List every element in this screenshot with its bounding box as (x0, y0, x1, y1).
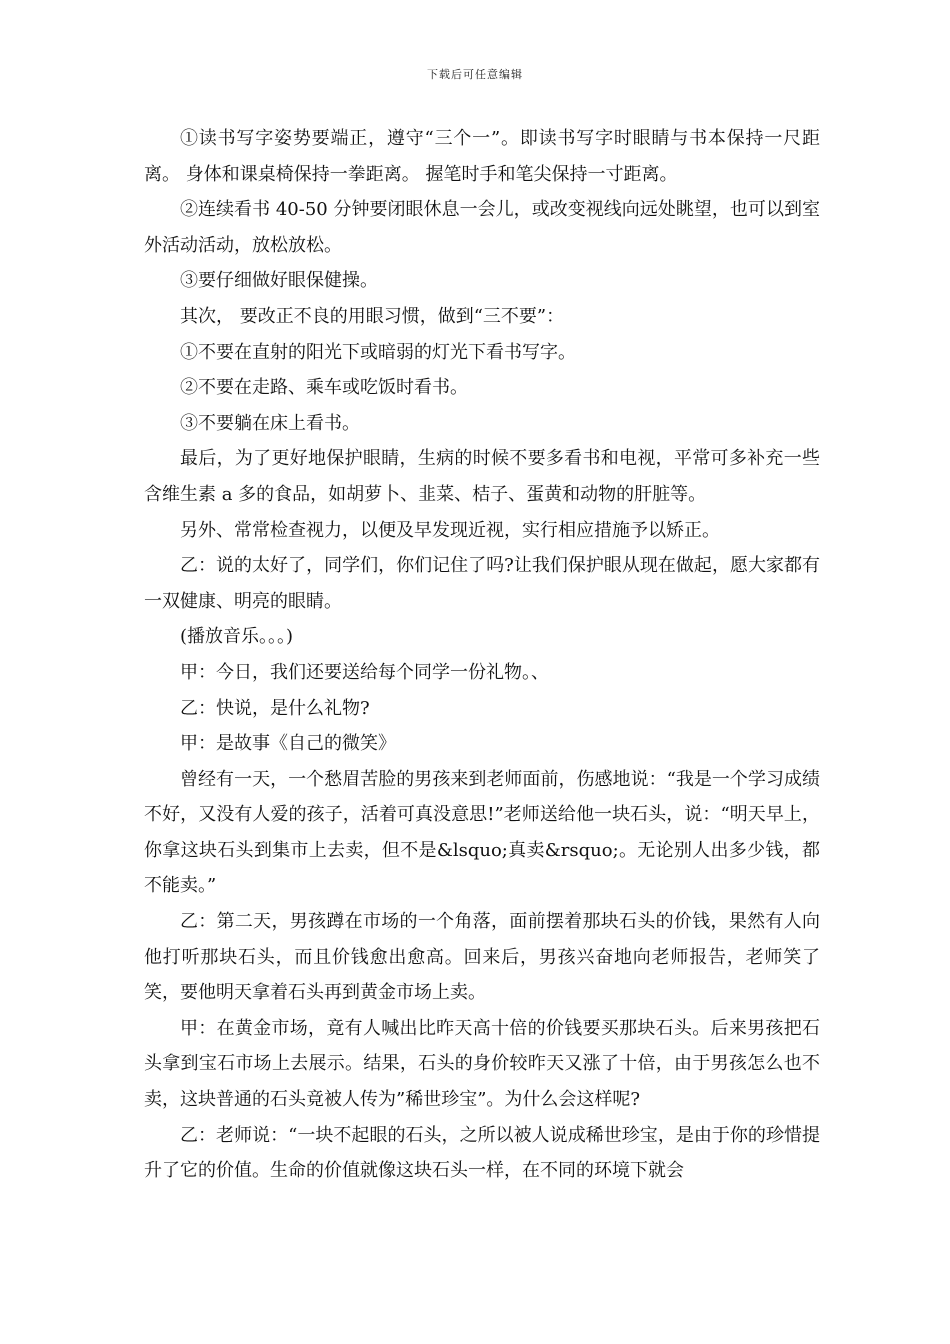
paragraph-play-music: (播放音乐。。。) (180, 626, 294, 648)
document-body (144, 121, 820, 1189)
paragraph-dont-sunlight: ①不要在直射的阳光下或暗弱的灯光下看书写字。 (180, 341, 576, 363)
paragraph-dont-walking: ②不要在走路、乘车或吃饭时看书。 (180, 377, 468, 399)
paragraph-eye-exercise: ③要仔细做好眼保健操。 (180, 270, 378, 292)
page-header-note: 下载后可任意编辑 (427, 68, 523, 81)
paragraph-story-teacher: 乙：老师说：“一块不起眼的石头，之所以被人说成稀世珍宝，是由于你的珍惜提升了它的价值。生命的价值就像这块石头一样，在不同的环境下就会 (144, 1124, 820, 1182)
paragraph-story-gold-market: 甲：在黄金市场，竟有人喊出比昨天高十倍的价钱要买那块石头。后来男孩把石头拿到宝石市场上去展示。结果，石头的身价较昨天又涨了十倍，由于男孩怎么也不卖，这块普通的石头竟被人传为”稀世珍宝”。为什么会这样呢? (144, 1017, 820, 1111)
paragraph-yi-summary: 乙：说的太好了，同学们，你们记住了吗?让我们保护眼从现在做起，愿大家都有一双健康、明亮的眼睛。 (144, 555, 820, 612)
paragraph-jia-gift: 甲：今日，我们还要送给每个同学一份礼物。、 (180, 661, 549, 683)
paragraph-story-start: 曾经有一天，一个愁眉苦脸的男孩来到老师面前，伤感地说：“我是一个学习成绩不好，又没有人爱的孩子，活着可真没意思!”老师送给他一块石头，说：“明天早上，你拿这块石头到集市上去卖，但不是&lsquo;真卖&rsquo;。无论别人出多少钱，都不能卖。” (144, 768, 820, 897)
paragraph-three-donts: 其次， 要改正不良的用眼习惯，做到“三不要”： (180, 305, 565, 327)
paragraph-story-market: 乙：第二天，男孩蹲在市场的一个角落，面前摆着那块石头的价钱，果然有人向他打听那块石头，而且价钱愈出愈高。回来后，男孩兴奋地向老师报告，老师笑了笑，要他明天拿着石头再到黄金市场上卖。 (144, 911, 820, 1004)
paragraph-yi-ask: 乙：快说，是什么礼物? (180, 697, 370, 719)
paragraph-rest-eyes: ②连续看书 40-50 分钟要闭眼休息一会儿，或改变视线向远处眺望，也可以到室外活动活动，放松放松。 (144, 199, 820, 256)
paragraph-jia-story-title: 甲：是故事《自己的微笑》 (180, 733, 396, 755)
paragraph-finally: 最后，为了更好地保护眼睛，生病的时候不要多看书和电视，平常可多补充一些含维生素 a 多的食品，如胡萝卜、韭菜、桔子、蛋黄和动物的肝脏等。 (144, 448, 820, 505)
paragraph-check-vision: 另外、常常检查视力，以便及早发现近视，实行相应措施予以矫正。 (180, 519, 720, 541)
paragraph-eye-posture: ①读书写字姿势要端正，遵守“三个一”。即读书写字时眼睛与书本保持一尺距离。 身体和课桌椅保持一拳距离。 握笔时手和笔尖保持一寸距离。 (144, 128, 820, 185)
paragraph-dont-lying: ③不要躺在床上看书。 (180, 412, 360, 434)
